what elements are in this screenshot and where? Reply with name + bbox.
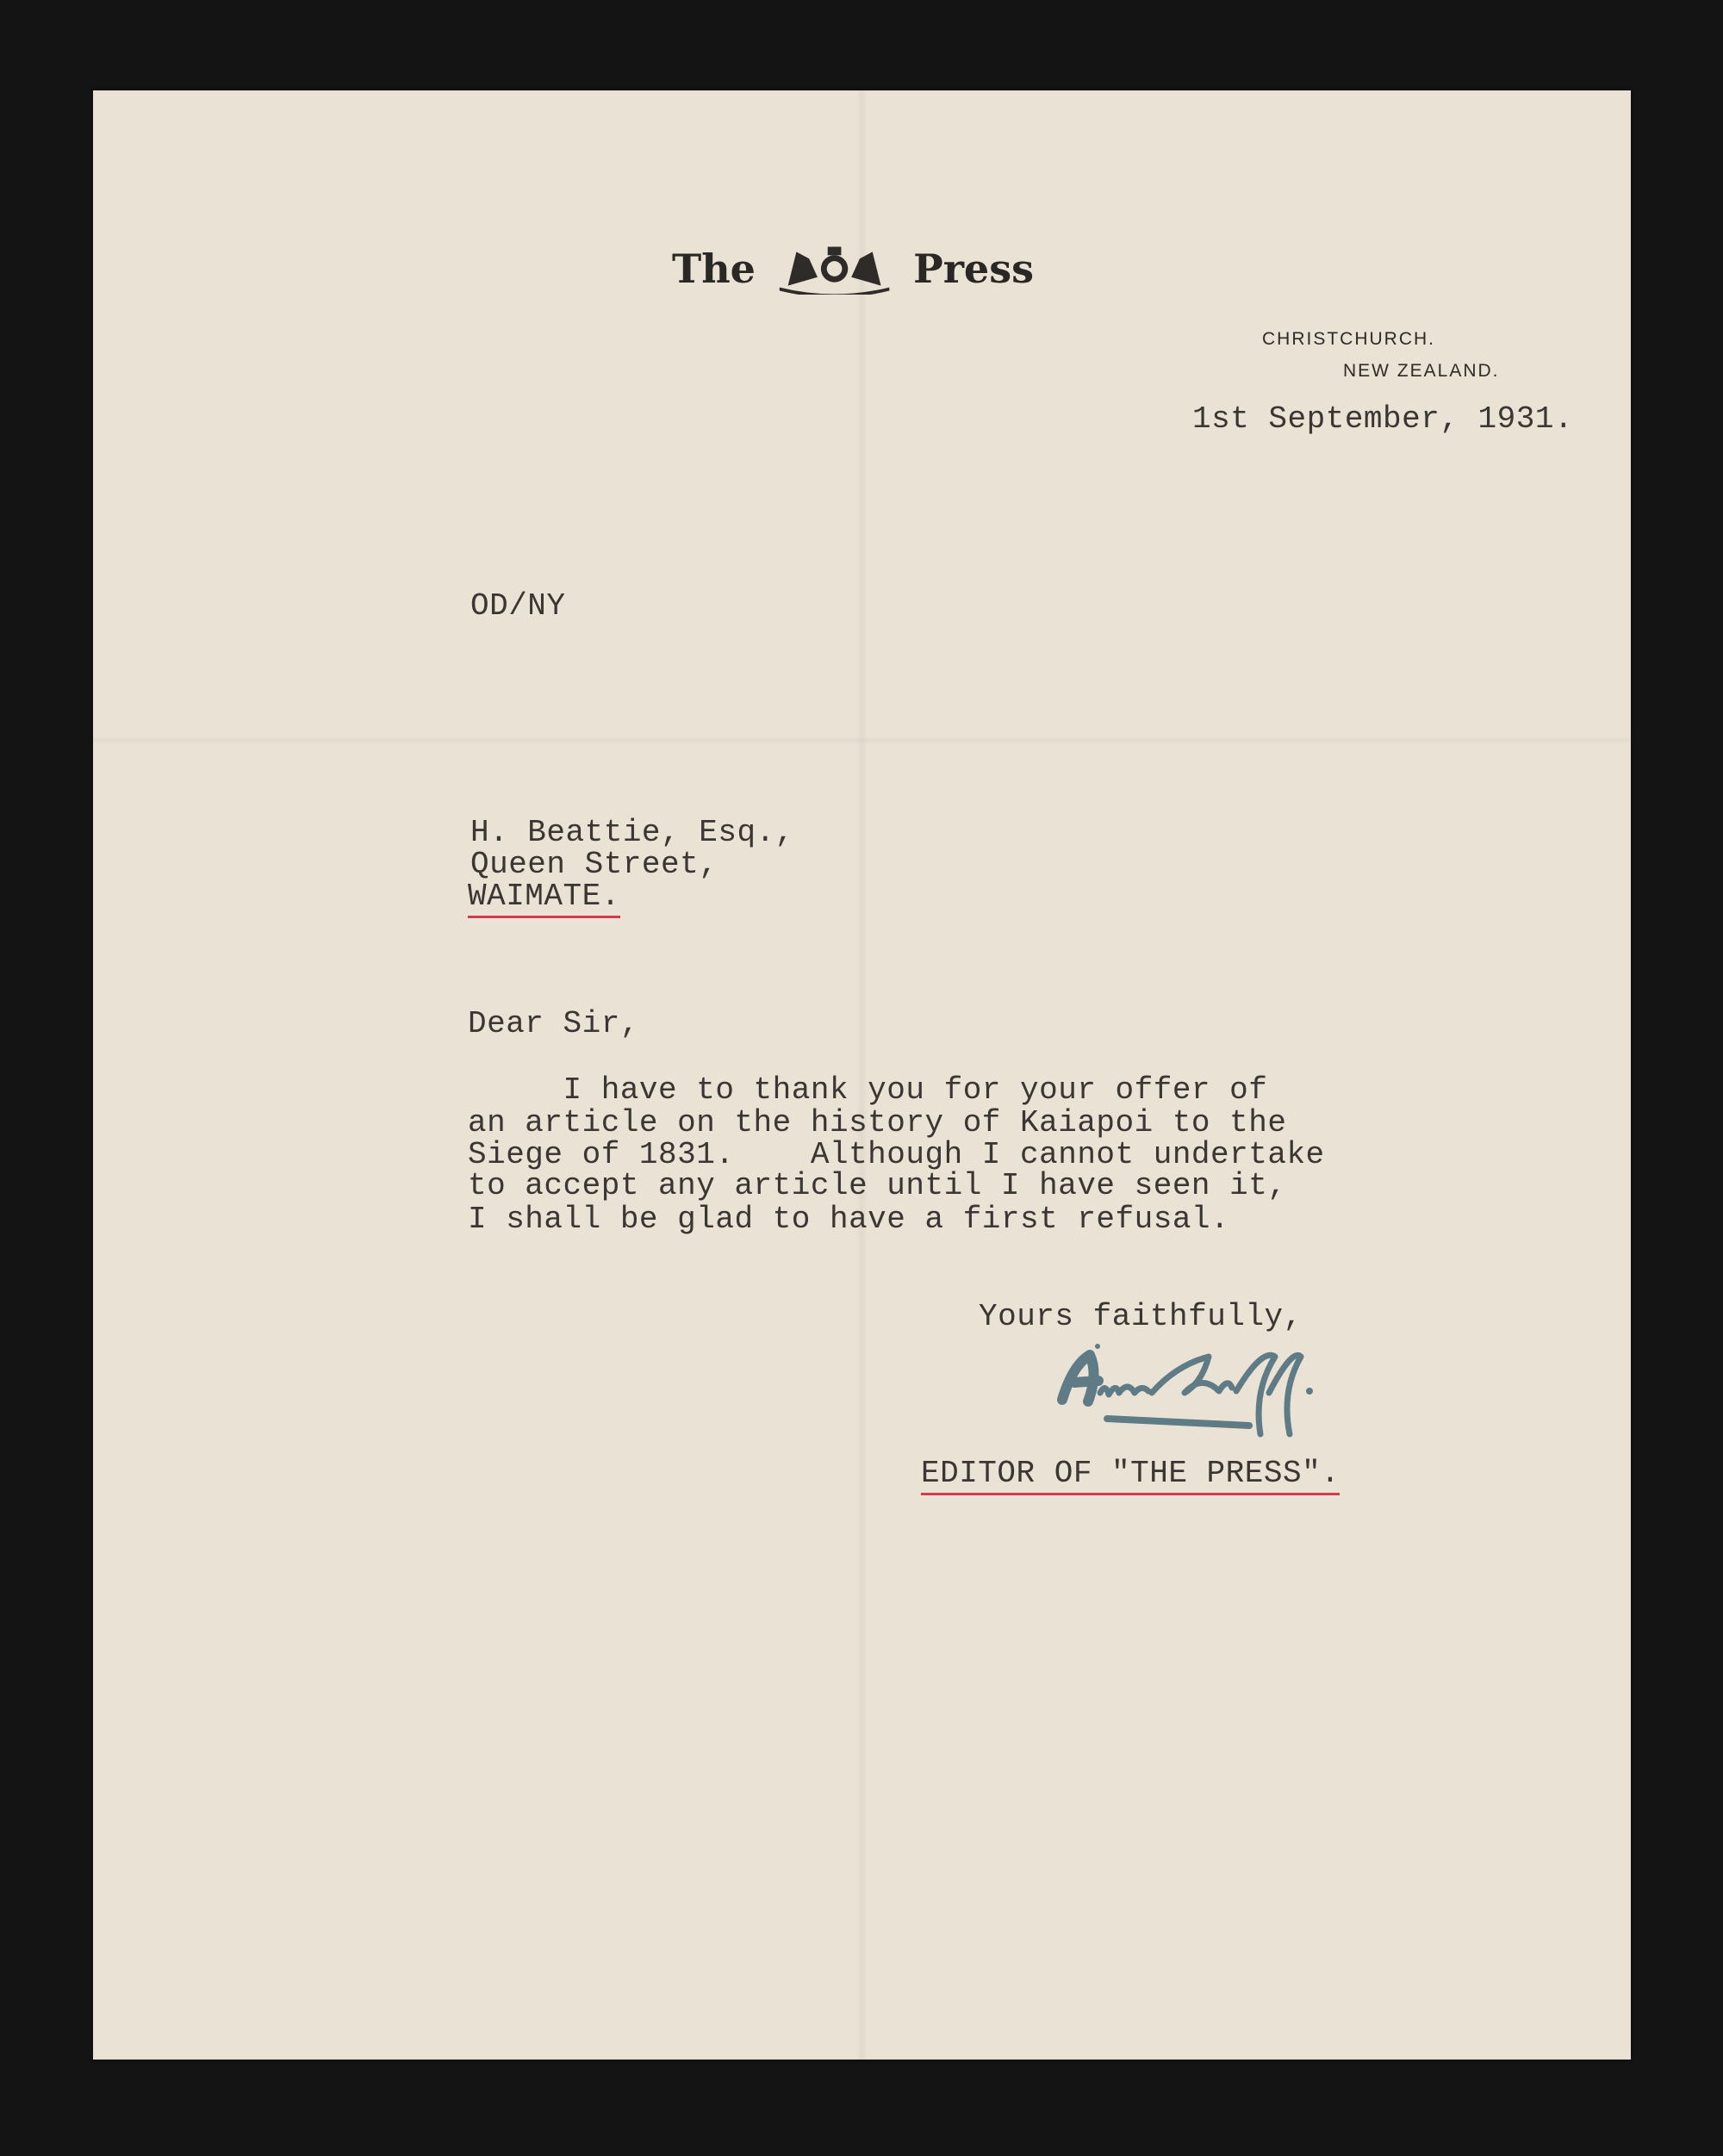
letterhead-country: NEW ZEALAND. (1343, 361, 1500, 381)
recipient-street: Queen Street, (470, 847, 718, 882)
logo-word-press: Press (913, 245, 1034, 292)
signatory-title: EDITOR OF "THE PRESS". (921, 1458, 1340, 1495)
coat-of-arms-icon (771, 243, 898, 295)
reference-code: OD/NY (470, 588, 566, 624)
handwritten-signature (1055, 1339, 1322, 1451)
body-line: Siege of 1831. Although I cannot undertake (468, 1137, 1325, 1172)
body-line: an article on the history of Kaiapoi to the (468, 1105, 1287, 1140)
closing: Yours faithfully, (979, 1299, 1303, 1334)
salutation: Dear Sir, (468, 1006, 639, 1041)
letterhead-logo (672, 241, 1034, 296)
recipient-town: WAIMATE. (468, 881, 620, 918)
letterhead-city: CHRISTCHURCH. (1262, 329, 1435, 349)
logo-word-the: The (672, 245, 756, 292)
body-line: to accept any article until I have seen it, (468, 1168, 1287, 1203)
body-line: I have to thank you for your offer of (468, 1072, 1268, 1108)
letter-date: 1st September, 1931. (1192, 401, 1574, 437)
recipient-name: H. Beattie, Esq., (470, 815, 794, 850)
body-line: I shall be glad to have a first refusal. (468, 1202, 1230, 1237)
